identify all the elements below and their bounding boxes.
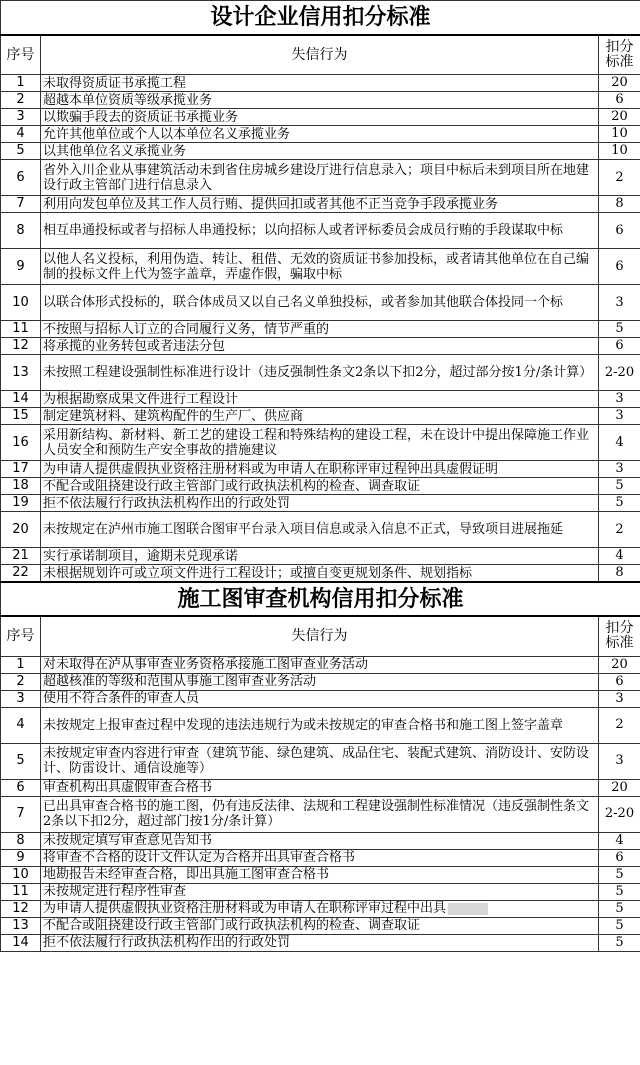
row-behavior [41, 832, 599, 849]
behavior-text: 利用向发包单位及其工作人员行贿、提供回扣或者其他不正当竞争手段承揽业务 [43, 196, 499, 212]
behavior-text: 未按规定在泸州市施工图联合图审平台录入项目信息或录入信息不正式，导致项目进展拖延 [43, 522, 564, 537]
section1-header-row [1, 35, 640, 75]
row-points: 6 [599, 213, 640, 249]
row-behavior [41, 934, 599, 951]
row-points: 6 [599, 338, 640, 355]
row-number: 8 [1, 213, 41, 249]
table-row [1, 743, 640, 779]
row-behavior [41, 461, 599, 478]
behavior-text: 将承揽的业务转包或者违法分包 [43, 338, 226, 354]
row-points: 3 [599, 391, 640, 408]
behavior-text: 采用新结构、新材料、新工艺的建设工程和特殊结构的建设工程，未在设计中提出保障施工作业人员安全和预防生产安全事故的措施建议 [43, 427, 590, 458]
behavior-text: 未按规定审查内容进行审查（建筑节能、绿色建筑、成品住宅、装配式建筑、消防设计、安防设计、防雷设计、通信设施等） [43, 746, 590, 776]
table-row [1, 690, 640, 707]
row-number: 1 [1, 656, 41, 673]
table-row [1, 478, 640, 495]
row-behavior [41, 743, 599, 779]
behavior-text: 实行承诺制项目，逾期未兑现承诺 [43, 548, 239, 564]
row-behavior [41, 849, 599, 866]
section1-title-row [1, 1, 640, 35]
table-row [1, 126, 640, 143]
table-row [1, 673, 640, 690]
row-number: 11 [1, 321, 41, 338]
table-row [1, 75, 640, 92]
behavior-text: 拒不依法履行行政执法机构作出的行政处罚 [43, 935, 291, 950]
table-row [1, 338, 640, 355]
row-points: 5 [599, 478, 640, 495]
row-number: 10 [1, 866, 41, 883]
table-row [1, 92, 640, 109]
table-row [1, 900, 640, 917]
row-points: 6 [599, 849, 640, 866]
row-number: 13 [1, 355, 41, 391]
header-no: 序号 [1, 35, 41, 75]
row-points: 5 [599, 321, 640, 338]
row-number: 6 [1, 779, 41, 796]
row-points: 3 [599, 285, 640, 321]
behavior-text: 以他人名义投标，利用伪造、转让、租借、无效的资质证书参加投标，或者请其他单位在自己编制的投标文件上代为签字盖章，弄虚作假，骗取中标 [43, 251, 590, 282]
behavior-text: 未取得资质证书承揽工程 [43, 75, 187, 91]
row-points: 5 [599, 900, 640, 917]
row-points: 2 [599, 512, 640, 548]
row-behavior [41, 883, 599, 900]
row-behavior [41, 92, 599, 109]
row-number: 4 [1, 126, 41, 143]
table-row [1, 565, 640, 583]
table-row [1, 548, 640, 565]
row-behavior [41, 160, 599, 196]
row-points: 20 [599, 75, 640, 92]
behavior-text: 地勘报告未经审查合格，即出具施工图审查合格书 [43, 867, 330, 882]
table-row [1, 249, 640, 285]
row-points: 10 [599, 143, 640, 160]
row-behavior [41, 690, 599, 707]
row-points: 4 [599, 548, 640, 565]
row-behavior [41, 355, 599, 391]
table-row [1, 707, 640, 743]
row-number: 14 [1, 391, 41, 408]
table-row [1, 832, 640, 849]
row-points: 6 [599, 673, 640, 690]
row-behavior [41, 565, 599, 583]
row-number: 5 [1, 743, 41, 779]
table-row [1, 109, 640, 126]
row-behavior [41, 109, 599, 126]
row-points: 4 [599, 832, 640, 849]
row-behavior [41, 285, 599, 321]
behavior-text: 以欺骗手段去的资质证书承揽业务 [43, 109, 239, 125]
behavior-text: 使用不符合条件的审查人员 [43, 691, 200, 706]
row-number: 7 [1, 796, 41, 832]
row-number: 9 [1, 249, 41, 285]
row-points: 3 [599, 690, 640, 707]
row-behavior [41, 408, 599, 425]
row-number: 3 [1, 109, 41, 126]
row-number: 16 [1, 425, 41, 461]
section2-title-row [1, 582, 640, 616]
behavior-text: 为申请人提供虚假执业资格注册材料或为申请人在职称评审过程中出具 [43, 901, 447, 916]
row-number: 12 [1, 338, 41, 355]
table-row [1, 425, 640, 461]
behavior-text: 相互串通投标或者与招标人串通投标；以向招标人或者评标委员会成员行贿的手段谋取中标 [43, 223, 564, 238]
behavior-text: 不配合或阻挠建设行政主管部门或行政执法机构的检查、调查取证 [43, 478, 421, 494]
behavior-text: 超越本单位资质等级承揽业务 [43, 92, 213, 108]
row-number: 1 [1, 75, 41, 92]
header-no: 序号 [1, 616, 41, 656]
row-points: 5 [599, 934, 640, 951]
row-behavior [41, 196, 599, 213]
row-points: 2-20 [599, 355, 640, 391]
behavior-text: 对未取得在泸从事审查业务资格承接施工图审查业务活动 [43, 657, 369, 672]
behavior-text: 省外入川企业从事建筑活动未到省住房城乡建设厅进行信息录入；项目中标后未到项目所在地建设行政主管部门进行信息录入 [43, 162, 590, 193]
table-row [1, 196, 640, 213]
section2-header-row [1, 616, 640, 656]
behavior-text: 不按照与招标人订立的合同履行义务，情节严重的 [43, 321, 330, 337]
row-number: 20 [1, 512, 41, 548]
row-number: 19 [1, 495, 41, 512]
row-points: 3 [599, 461, 640, 478]
row-points: 3 [599, 408, 640, 425]
row-behavior [41, 143, 599, 160]
row-behavior [41, 900, 599, 917]
row-behavior [41, 321, 599, 338]
row-number: 15 [1, 408, 41, 425]
row-behavior [41, 673, 599, 690]
behavior-text: 未按规定填写审查意见告知书 [43, 833, 213, 848]
behavior-text: 为申请人提供虚假执业资格注册材料或为申请人在职称评审过程钟出具虚假证明 [43, 461, 499, 477]
row-behavior [41, 707, 599, 743]
table-row [1, 321, 640, 338]
row-behavior [41, 917, 599, 934]
row-points: 20 [599, 656, 640, 673]
table-row [1, 160, 640, 196]
row-number: 5 [1, 143, 41, 160]
redacted-blur [448, 903, 488, 915]
row-points: 8 [599, 565, 640, 583]
row-behavior [41, 338, 599, 355]
row-behavior [41, 126, 599, 143]
row-points: 2 [599, 707, 640, 743]
table-row [1, 883, 640, 900]
row-behavior [41, 249, 599, 285]
row-number: 11 [1, 883, 41, 900]
row-number: 17 [1, 461, 41, 478]
header-points: 扣分标准 [599, 35, 640, 75]
table-row [1, 495, 640, 512]
behavior-text: 为根据勘察成果文件进行工程设计 [43, 391, 239, 407]
header-behavior: 失信行为 [41, 35, 599, 75]
row-points: 2 [599, 160, 640, 196]
row-behavior [41, 391, 599, 408]
row-number: 3 [1, 690, 41, 707]
table-row [1, 512, 640, 548]
header-points: 扣分标准 [599, 616, 640, 656]
row-behavior [41, 75, 599, 92]
row-number: 18 [1, 478, 41, 495]
table-row [1, 285, 640, 321]
table-row [1, 779, 640, 796]
behavior-text: 审查机构出具虚假审查合格书 [43, 780, 213, 795]
row-behavior [41, 478, 599, 495]
row-behavior [41, 512, 599, 548]
row-number: 12 [1, 900, 41, 917]
row-behavior [41, 425, 599, 461]
header-behavior: 失信行为 [41, 616, 599, 656]
behavior-text: 制定建筑材料、建筑构配件的生产厂、供应商 [43, 408, 304, 424]
row-number: 21 [1, 548, 41, 565]
behavior-text: 将审查不合格的设计文件认定为合格并出具审查合格书 [43, 850, 356, 865]
row-number: 6 [1, 160, 41, 196]
row-number: 4 [1, 707, 41, 743]
behavior-text: 超越核准的等级和范围从事施工图审查业务活动 [43, 674, 317, 689]
table-row [1, 656, 640, 673]
row-points: 6 [599, 92, 640, 109]
row-points: 5 [599, 883, 640, 900]
row-points: 5 [599, 495, 640, 512]
row-behavior [41, 213, 599, 249]
row-points: 5 [599, 917, 640, 934]
row-behavior [41, 656, 599, 673]
table-row [1, 355, 640, 391]
table-row [1, 461, 640, 478]
section2-title: 施工图审查机构信用扣分标准 [1, 582, 640, 616]
behavior-text: 未根据规划许可或立项文件进行工程设计；或擅自变更规划条件、规划指标 [43, 565, 473, 581]
behavior-text: 以联合体形式投标的，联合体成员又以自己名义单独投标，或者参加其他联合体投同一个标 [43, 295, 564, 310]
row-number: 2 [1, 92, 41, 109]
row-behavior [41, 548, 599, 565]
row-points: 8 [599, 196, 640, 213]
row-behavior [41, 779, 599, 796]
row-points: 10 [599, 126, 640, 143]
table-row [1, 408, 640, 425]
row-number: 2 [1, 673, 41, 690]
row-number: 10 [1, 285, 41, 321]
table-row [1, 143, 640, 160]
row-number: 13 [1, 917, 41, 934]
row-points: 2-20 [599, 796, 640, 832]
behavior-text: 未按规定进行程序性审查 [43, 884, 187, 899]
table-row [1, 934, 640, 951]
row-points: 3 [599, 743, 640, 779]
behavior-text: 已出具审查合格书的施工图，仍有违反法律、法规和工程建设强制性标准情况（违反强制性条文2条以下扣2分，超过部门按1分/条计算） [43, 799, 590, 829]
behavior-text: 允许其他单位或个人以本单位名义承揽业务 [43, 126, 291, 142]
behavior-text: 未按规定上报审查过程中发现的违法违规行为或未按规定的审查合格书和施工图上签字盖章 [43, 717, 564, 733]
row-points: 6 [599, 249, 640, 285]
behavior-text: 拒不依法履行行政执法机构作出的行政处罚 [43, 495, 291, 511]
row-behavior [41, 796, 599, 832]
row-points: 20 [599, 779, 640, 796]
row-behavior [41, 866, 599, 883]
row-number: 7 [1, 196, 41, 213]
row-points: 5 [599, 866, 640, 883]
row-points: 20 [599, 109, 640, 126]
table-row [1, 866, 640, 883]
table-row [1, 917, 640, 934]
table-row [1, 849, 640, 866]
row-number: 8 [1, 832, 41, 849]
row-number: 9 [1, 849, 41, 866]
row-number: 22 [1, 565, 41, 583]
row-points: 4 [599, 425, 640, 461]
behavior-text: 以其他单位名义承揽业务 [43, 143, 187, 159]
table-row [1, 391, 640, 408]
table-row [1, 796, 640, 832]
behavior-text: 不配合或阻挠建设行政主管部门或行政执法机构的检查、调查取证 [43, 918, 421, 933]
row-behavior [41, 495, 599, 512]
section1-title: 设计企业信用扣分标准 [1, 1, 640, 35]
behavior-text: 未按照工程建设强制性标准进行设计（违反强制性条文2条以下扣2分，超过部分按1分/条计算） [43, 365, 593, 380]
table-row [1, 213, 640, 249]
row-number: 14 [1, 934, 41, 951]
